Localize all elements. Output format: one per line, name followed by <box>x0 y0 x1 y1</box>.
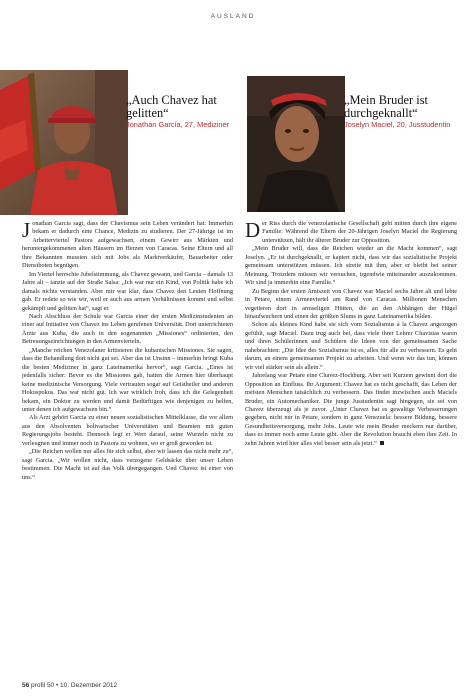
article-column-right <box>245 220 457 448</box>
photo-joselyn-maciel <box>247 76 345 212</box>
article-column-left <box>22 220 233 482</box>
caption-left-subtitle: Jonathan García, 27, Mediziner <box>126 120 230 129</box>
portrait-image <box>247 76 345 212</box>
paragraph: Als Arzt gehört Garcia zu einer neuen sozialistischen Mittelklasse, die vor allem aus den Absolventen bolivarischer Universitäten und Beamten mit guten Regierungsjobs besteht. Dennoch legt er Wert darauf, seine Wurzeln nicht zu verleugnen und immer noch in Pastora zu wohnen, wo er groß geworden ist. <box>22 414 233 447</box>
photo-jonathan-garcia <box>0 70 128 215</box>
paragraph: „Manche reichen Venezolaner kritisieren die kubanischen Missiones. Sie sagen, dass die Behandlung dort nicht gut sei. Aber das ist Unsinn – immerhin bringt Kuba die besten Mediziner in ganz Lateinamerika hervor“, sagt Garcia. „Eines ist jedenfalls sicher: Bevor es die Missiones gab, hatten die Armen hier überhaupt keine medizinische Versorgung. Viele vertrauten sogar auf Geistheiler und anderen Hokuspokus. Das war nicht gut. Ich war wirklich froh, dass ich die Gelegenheit bekam, ein Doktor zu werden und damit Bedürftigen wie denjenigen zu helfen, unter denen ich aufgewachsen bin.“ <box>22 346 233 413</box>
paragraph: Jahrelang war Petare eine Chavez-Hochburg. Aber seit Kurzem gewinnt dort die Opposition an Einfluss. Ihr Argument: Chavez hat es nicht geschafft, das Leben der meisten Menschen tatsächlich zu verbessern. Das findet inzwischen auch Maciels Bruder, ein Automechaniker. Die junge Jusstudentin sagt hingegen, sie sei von Chavez überzeugt als je zuvor. „Unter Chavez hat es gewaltige Verbesserungen gegeben, nicht nur in Petare, sondern in ganz Venezuela: bessere Bildung, bessere Gesundheitsversorgung, mehr Jobs. Leute wie mein Bruder meckern nur darüber, dass es immer noch arme Leute gibt. Aber die Revolution braucht eben ihre Zeit. In zehn Jahren wird hier alles viel besser sein als jetzt.“ <box>245 372 457 447</box>
paragraph: Nach Abschluss der Schule war Garcia einer der ersten Medizinstudenten an einer auf Initiative von Chavez ins Leben gerufenen Universität. Dort unterrichteten Ärzte aus Kuba, die auch in den sogenannten „Missiones“ ordinierten, den Betreuungseinrichtungen in den Armenvierteln. <box>22 312 233 346</box>
page-number: 56 <box>22 682 30 689</box>
paragraph: Schon als kleines Kind habe sie sich vom Sozialismus à la Chavez angezogen gefühlt, sagt Maciel. Dazu trug auch bei, dass viele ihrer Lehrer Chavistas waren und ihren Schülerinnen und Schülern die Ideen von der gemeinsamen Sache nahebrachten: „Die Idee des Sozialismus ist es, alles für alle zu verbessern. Es geht darum, an einem gemeinsamen Projekt zu arbeiten. Und wenn wir das tun, können wir viel stärker sein als allein.“ <box>245 321 457 371</box>
caption-right-title: „Mein Bruder ist durchgeknallt“ <box>344 93 428 120</box>
publication-info: profil 50 • 10. Dezember 2012 <box>31 682 118 689</box>
paragraph: Jonathan Garcia sagt, dass der Chavismus sein Leben verändert hat: Immerhin bekam er dadurch eine Chance, Medizin zu studieren. Der 27-Jährige ist im Arbeiterviertel Pastora aufgewachsen, einem Gewirr aus Märkten und heruntergekommenen alten Häusern im Herzen von Caracas. Seine Eltern und all ihre Bekannten mussten sich mit Jobs als Marktverkäufer, Bauarbeiter oder Dienstboten begnügen. <box>22 218 233 270</box>
paragraph: Zu Beginn der ersten Amtszeit von Chavez war Maciel sechs Jahre alt und lebte in Petare, einem Armenviertel am Rand von Caracas. Millionen Menschen vegetieren dort in armseligen Hütten, die an den Abhängen der Hügel hinaufwuchern und einen der größten Slums in ganz Lateinamerika bilden. <box>245 287 457 320</box>
paragraph: Im Viertel herrschte Jubelstimmung, als Chavez gewann, und Garcia – damals 13 Jahre alt – tanzte auf der Straße Salsa: „Ich war nur ein Kind, von Politik habe ich damals nichts verstanden. Aber mir war klar, dass Chavez den Leuten Hoffnung gab. Er redete so wie wir, weil er auch aus armen Verhältnissen kommt und selbst gekämpft und gelitten hat“, sagt er. <box>22 270 233 312</box>
section-label: AUSLAND <box>210 13 256 20</box>
drop-cap: D <box>245 218 261 242</box>
paragraph: „Die Reichen wollen nur alles für sich selbst, aber wir lassen das nicht mehr zu“, sagt Garcia. „Wir wollen nicht, dass verzogene Geldsäcke über unser Leben bestimmen. Die Macht ist auf das Volk übergegangen. Und Chavez ist einer von uns.“ <box>22 448 233 481</box>
caption-right-subtitle: Joselyn Maciel, 20, Jusstudentin <box>344 120 451 129</box>
portrait-image <box>0 70 128 215</box>
end-mark <box>380 441 384 445</box>
paragraph: Der Riss durch die venezolanische Gesellschaft geht mitten durch ihre eigene Familie: Während die Eltern der 20-Jährigen Joselyn Maciel die Regierung unterstützen, hält ihr älterer Bruder zur Opposition. <box>245 218 457 244</box>
drop-cap: J <box>22 218 31 242</box>
caption-left-title: „Auch Chavez hat gelitten“ <box>126 93 217 120</box>
paragraph: „Mein Bruder will, dass die Reichen wieder an die Macht kommen“, sagt Joselyn. „Er ist durchgeknallt, er kapiert nicht, dass wir das sozialistische Projekt gemeinsam unterstützen müssen. Ich streite mit ihm, aber er bleibt bei seiner Meinung. Trotzdem müssen wir versuchen, irgendwie miteinander auszukommen. Wir sind ja immerhin eine Familie.“ <box>245 245 457 287</box>
caption-left <box>126 94 236 129</box>
caption-right <box>344 94 456 129</box>
page-footer <box>22 682 117 689</box>
